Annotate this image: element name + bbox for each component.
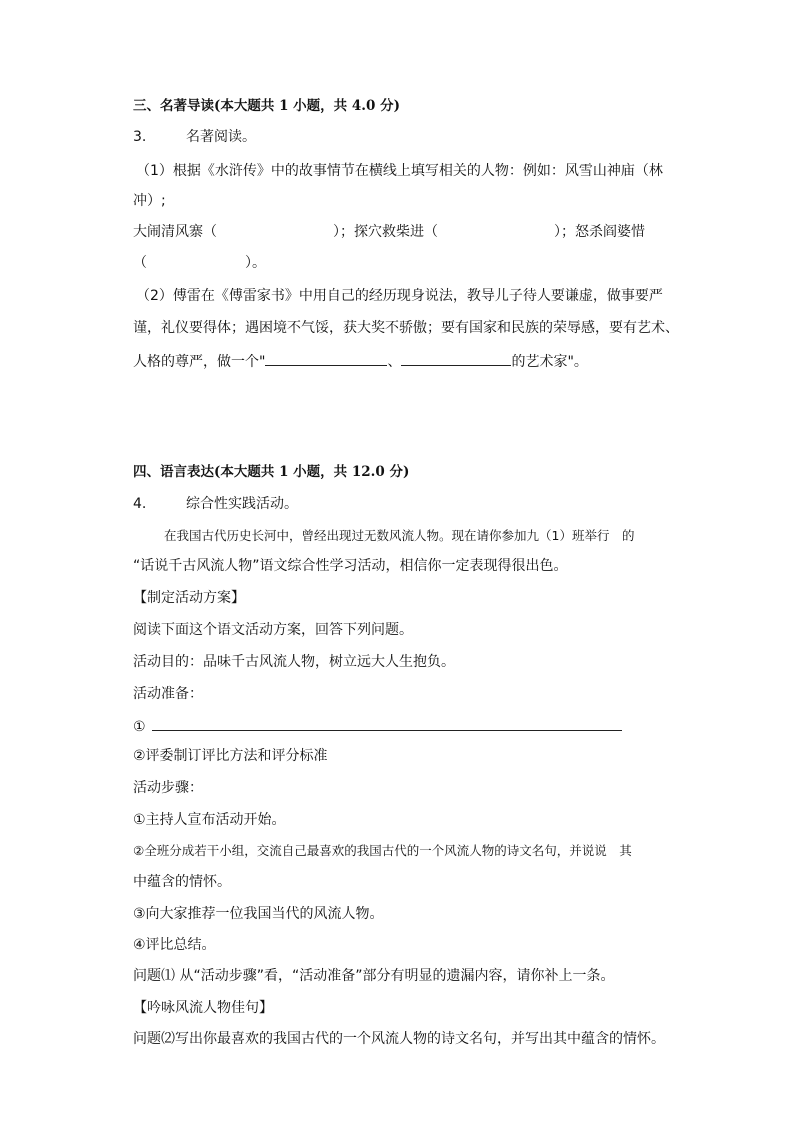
q4-prep-answer-blank[interactable]	[152, 715, 622, 731]
q3-part2-separator: 、	[387, 354, 402, 370]
q4-plan-instruction: 阅读下面这个语文活动方案，回答下列问题。	[133, 622, 413, 638]
q3-blank-close: ）。	[245, 255, 266, 271]
q4-question-1: 问题⑴ 从“活动步骤”看，“活动准备”部分有明显的遗漏内容，请你补上一条。	[133, 968, 615, 984]
q3-blank-label-b: ）；探穴救柴进（	[333, 224, 438, 240]
q3-answer-blank-5[interactable]	[401, 350, 511, 366]
q4-poem-title: 【吟咏风流人物佳句】	[133, 1000, 273, 1016]
q3-part2-line2: 谨，礼仪要得体；遇困境不气馁，获大奖不骄傲；要有国家和民族的荣辱感，要有艺术、	[133, 320, 679, 336]
q4-step-1: ①主持人宣布活动开始。	[133, 812, 286, 828]
q4-intro-line1: 在我国古代历史长河中，曾经出现过无数风流人物。现在请你参加九（1）班举行 的	[164, 528, 635, 543]
q4-question-2: 问题⑵写出你最喜欢的我国古代的一个风流人物的诗文名句，并写出其中蕴含的情怀。	[133, 1031, 665, 1047]
q3-part2-suffix: 的艺术家"。	[511, 354, 588, 370]
q3-blank-open: （	[133, 255, 147, 271]
question-4-line	[133, 494, 298, 514]
q3-part2-line1: （2）傅雷在《傅雷家书》中用自己的经历现身说法，教导儿子待人要谦虚，做事要严	[136, 288, 663, 304]
q3-part1-blank-line-4	[133, 253, 266, 273]
q3-blank-label-c: ）；怒杀阎婆惜	[554, 224, 645, 240]
question-3-number: 3.	[133, 129, 147, 145]
q4-step-4: ④评比总结。	[133, 937, 216, 953]
q4-prep-item-2: ②评委制订评比方法和评分标准	[133, 748, 328, 764]
q4-step-2-line2: 中蕴含的情怀。	[133, 874, 231, 890]
q4-step-3: ③向大家推荐一位我国当代的风流人物。	[133, 906, 384, 922]
q3-part2-prefix: 人格的尊严，做一个"	[133, 354, 266, 370]
q3-part1-line2: 冲）;	[133, 193, 166, 209]
section-3-heading: 三、名著导读(本大题共 1 小题，共 4.0 分)	[133, 98, 400, 114]
q4-plan-title: 【制定活动方案】	[133, 590, 245, 606]
q4-step-2-line1: ②全班分成若干小组，交流自己最喜欢的我国古代的一个风流人物的诗文名句，并说说 其	[133, 843, 632, 858]
q3-blank-label-a: 大闹清风寨（	[133, 224, 217, 240]
q3-part1-line1: （1）根据《水浒传》中的故事情节在横线上填写相关的人物：例如：风雪山神庙（林	[136, 163, 663, 179]
section-4-heading: 四、语言表达(本大题共 1 小题，共 12.0 分)	[133, 464, 410, 480]
q4-intro-line2: “话说千古风流人物”语文综合性学习活动，相信你一定表现得很出色。	[133, 558, 568, 574]
q3-answer-blank-4[interactable]	[265, 350, 387, 366]
question-4-title: 综合性实践活动。	[186, 496, 298, 512]
question-3-line	[133, 127, 256, 147]
q4-prep-label: 活动准备：	[133, 686, 203, 702]
q3-part1-blanks-line	[133, 222, 645, 242]
q4-prep-1-marker: ①	[133, 719, 146, 735]
q4-steps-label: 活动步骤：	[133, 780, 203, 796]
q4-activity-goal: 活动目的：品味千古风流人物，树立远大人生抱负。	[133, 654, 455, 670]
q3-part2-line3	[133, 350, 588, 372]
question-3-title: 名著阅读。	[186, 129, 256, 145]
q4-prep-item-1	[133, 715, 622, 737]
question-4-number: 4.	[133, 496, 147, 512]
